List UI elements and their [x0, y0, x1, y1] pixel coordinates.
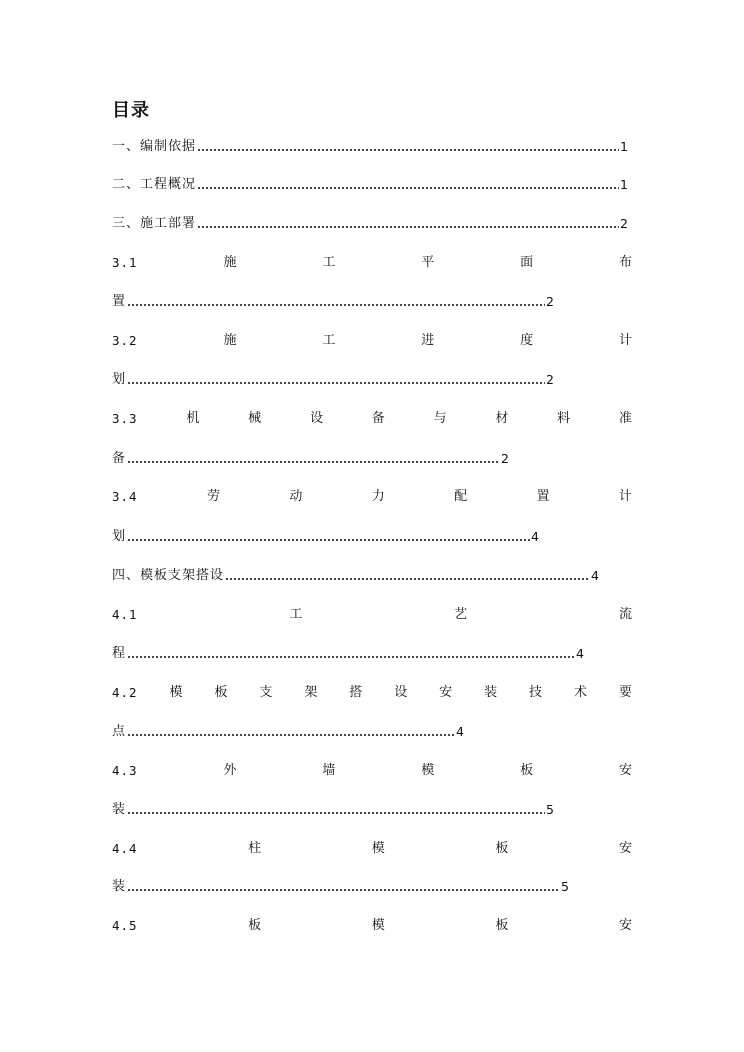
- dot-leader: [127, 888, 560, 892]
- toc-char: 材: [495, 411, 509, 426]
- toc-char: 艺: [454, 607, 468, 622]
- toc-char: 度: [520, 333, 534, 348]
- toc-subentry-3-2-line2[interactable]: [112, 370, 554, 390]
- toc-char: 料: [557, 411, 571, 426]
- toc-entry-label: 二、工程概况: [112, 177, 197, 192]
- toc-subentry-4-3-line1[interactable]: [112, 761, 632, 781]
- toc-subentry-number: 4.5: [112, 918, 138, 933]
- toc-subentry-3-2-line1[interactable]: [112, 331, 632, 351]
- toc-char: 械: [248, 411, 262, 426]
- toc-subentry-3-1-line2[interactable]: [112, 292, 554, 312]
- toc-entry-page: 1: [620, 139, 628, 154]
- toc-char: 计: [618, 333, 632, 348]
- toc-char: 支: [259, 685, 273, 700]
- toc-entry-label: 装: [112, 802, 127, 817]
- toc-char: 模: [371, 918, 385, 933]
- dot-leader: [225, 577, 590, 581]
- toc-entry-page: 5: [546, 802, 554, 817]
- dot-leader: [197, 225, 619, 229]
- toc-subentry-3-1-line1[interactable]: [112, 253, 632, 273]
- toc-char: 板: [214, 685, 228, 700]
- toc-char: 面: [520, 255, 534, 270]
- toc-char: 安: [618, 841, 632, 856]
- toc-char: 工: [322, 333, 336, 348]
- toc-subentry-3-3-line1[interactable]: [112, 409, 632, 429]
- toc-char: 安: [618, 918, 632, 933]
- toc-entry[interactable]: [112, 175, 628, 195]
- toc-entry-page: 2: [546, 372, 554, 387]
- toc-char: 置: [536, 489, 550, 504]
- toc-subentry-3-4-line1[interactable]: [112, 487, 632, 507]
- toc-entry-label: 点: [112, 724, 127, 739]
- toc-entry-label: 装: [112, 879, 127, 894]
- toc-subentry-number: 3.4: [112, 489, 138, 504]
- toc-char: 板: [248, 918, 262, 933]
- toc-char: 进: [421, 333, 435, 348]
- toc-char: 要: [618, 685, 632, 700]
- dot-leader: [127, 538, 530, 542]
- toc-entry-label: 四、模板支架搭设: [112, 568, 225, 583]
- toc-subentry-4-1-line1[interactable]: [112, 605, 632, 625]
- toc-entry-page: 2: [501, 451, 509, 466]
- dot-leader: [197, 186, 619, 190]
- toc-subentry-4-2-line1[interactable]: [112, 683, 632, 703]
- toc-char: 搭: [349, 685, 363, 700]
- toc-subentry-4-3-line2[interactable]: [112, 800, 554, 820]
- dot-leader: [127, 655, 575, 659]
- toc-entry-page: 4: [576, 646, 584, 661]
- toc-entry-label: 备: [112, 451, 127, 466]
- toc-char: 配: [454, 489, 468, 504]
- toc-entry-label: 程: [112, 646, 127, 661]
- toc-entry-page: 2: [620, 216, 628, 231]
- toc-char: 板: [520, 763, 534, 778]
- toc-entry-label: 划: [112, 529, 127, 544]
- toc-subentry-number: 4.1: [112, 607, 138, 622]
- toc-subentry-4-2-line2[interactable]: [112, 722, 464, 742]
- toc-subentry-3-3-line2[interactable]: [112, 449, 509, 469]
- toc-entry-page: 4: [456, 724, 464, 739]
- toc-entry[interactable]: [112, 566, 599, 586]
- toc-entry-page: 2: [546, 294, 554, 309]
- toc-char: 计: [618, 489, 632, 504]
- toc-char: 劳: [206, 489, 220, 504]
- dot-leader: [127, 733, 455, 737]
- toc-subentry-number: 3.3: [112, 411, 138, 426]
- dot-leader: [127, 381, 545, 385]
- toc-char: 动: [289, 489, 303, 504]
- toc-char: 装: [484, 685, 498, 700]
- toc-char: 工: [322, 255, 336, 270]
- toc-subentry-number: 4.3: [112, 763, 138, 778]
- toc-entry[interactable]: [112, 137, 628, 157]
- toc-subentry-4-4-line1[interactable]: [112, 839, 632, 859]
- toc-subentry-number: 4.2: [112, 685, 138, 700]
- toc-entry-page: 5: [561, 879, 569, 894]
- toc-char: 模: [421, 763, 435, 778]
- toc-char: 架: [304, 685, 318, 700]
- toc-entry-label: 三、施工部署: [112, 216, 197, 231]
- toc-char: 备: [371, 411, 385, 426]
- toc-entry[interactable]: [112, 214, 628, 234]
- toc-char: 流: [618, 607, 632, 622]
- toc-char: 设: [309, 411, 323, 426]
- toc-char: 准: [618, 411, 632, 426]
- toc-char: 设: [394, 685, 408, 700]
- toc-char: 施: [223, 255, 237, 270]
- toc-char: 柱: [248, 841, 262, 856]
- toc-subentry-4-5-line1[interactable]: [112, 916, 632, 936]
- toc-char: 术: [573, 685, 587, 700]
- toc-char: 施: [223, 333, 237, 348]
- toc-char: 技: [529, 685, 543, 700]
- toc-entry-label: 一、编制依据: [112, 139, 197, 154]
- toc-entry-label: 划: [112, 372, 127, 387]
- toc-subentry-number: 4.4: [112, 841, 138, 856]
- toc-char: 板: [495, 841, 509, 856]
- toc-entry-page: 4: [591, 568, 599, 583]
- toc-char: 平: [421, 255, 435, 270]
- toc-subentry-4-1-line2[interactable]: [112, 644, 584, 664]
- toc-char: 外: [223, 763, 237, 778]
- toc-char: 机: [186, 411, 200, 426]
- toc-char: 力: [371, 489, 385, 504]
- toc-char: 与: [433, 411, 447, 426]
- toc-char: 模: [371, 841, 385, 856]
- dot-leader: [127, 811, 545, 815]
- toc-subentry-4-4-line2[interactable]: [112, 877, 569, 897]
- toc-subentry-number: 3.2: [112, 333, 138, 348]
- dot-leader: [197, 148, 619, 152]
- toc-char: 模: [169, 685, 183, 700]
- toc-subentry-3-4-line2[interactable]: [112, 527, 539, 547]
- toc-title: 目录: [112, 100, 150, 121]
- toc-entry-page: 4: [531, 529, 539, 544]
- dot-leader: [127, 460, 500, 464]
- toc-char: 安: [439, 685, 453, 700]
- toc-entry-label: 置: [112, 294, 127, 309]
- toc-subentry-number: 3.1: [112, 255, 138, 270]
- toc-char: 布: [618, 255, 632, 270]
- toc-char: 墙: [322, 763, 336, 778]
- toc-char: 工: [289, 607, 303, 622]
- toc-entry-page: 1: [620, 177, 628, 192]
- toc-char: 板: [495, 918, 509, 933]
- dot-leader: [127, 303, 545, 307]
- toc-char: 安: [618, 763, 632, 778]
